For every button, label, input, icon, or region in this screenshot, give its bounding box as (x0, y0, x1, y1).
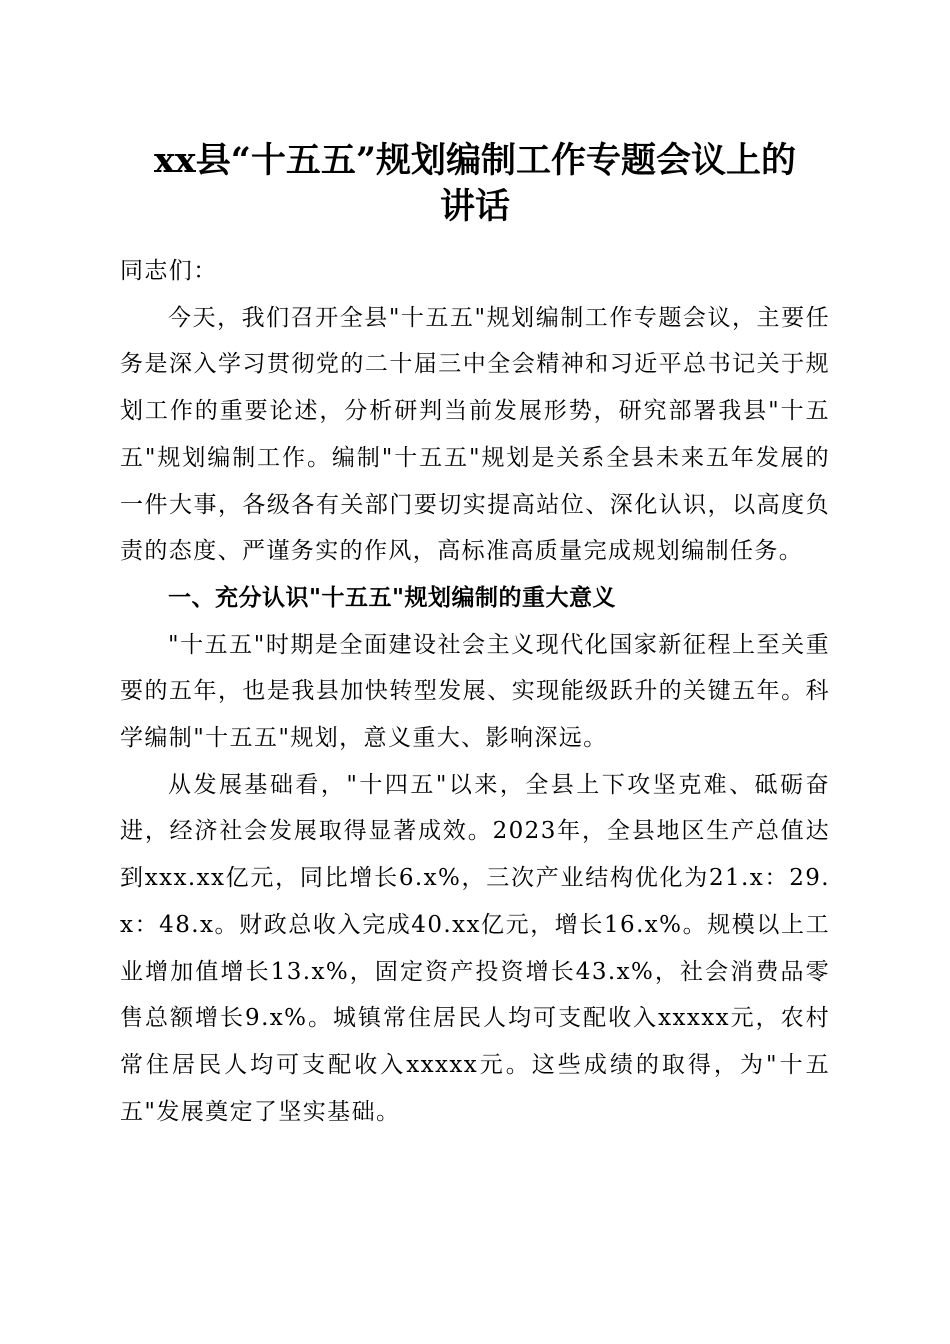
paragraph-significance: "十五五"时期是全面建设社会主义现代化国家新征程上至关重要的五年，也是我县加快转型发展、实现能级跃升的关键五年。科学编制"十五五"规划，意义重大、影响深远。 (120, 631, 830, 752)
document-title (120, 138, 830, 230)
title-line-2: 讲话 (439, 186, 510, 227)
document-body (120, 248, 830, 1135)
section-heading-1: 一、充分认识"十五五"规划编制的重大意义 (168, 584, 616, 611)
salutation: 同志们： (120, 258, 218, 284)
paragraph-development-basis: 从发展基础看，"十四五"以来，全县上下攻坚克难、砥砺奋进，经济社会发展取得显著成效。2023年，全县地区生产总值达到xxx.xx亿元，同比增长6.x%，三次产业结构优化为21.x：29.x：48.x。财政总收入完成40.xx亿元，增长16.x%。规模以上工业增加值增长13.x%，固定资产投资增长43.x%，社会消费品零售总额增长9.x%。城镇常住居民人均可支配收入xxxxx元，农村常住居民人均可支配收入xxxxx元。这些成绩的取得，为"十五五"发展奠定了坚实基础。 (120, 771, 830, 1125)
paragraph-intro: 今天，我们召开全县"十五五"规划编制工作专题会议，主要任务是深入学习贯彻党的二十届三中全会精神和习近平总书记关于规划工作的重要论述，分析研判当前发展形势，研究部署我县"十五五"规划编制工作。编制"十五五"规划是关系全县未来五年发展的一件大事，各级各有关部门要切实提高站位、深化认识，以高度负责的态度、严谨务实的作风，高标准高质量完成规划编制任务。 (120, 304, 830, 565)
title-line-1: xx县“十五五”规划编制工作专题会议上的 (154, 140, 796, 181)
